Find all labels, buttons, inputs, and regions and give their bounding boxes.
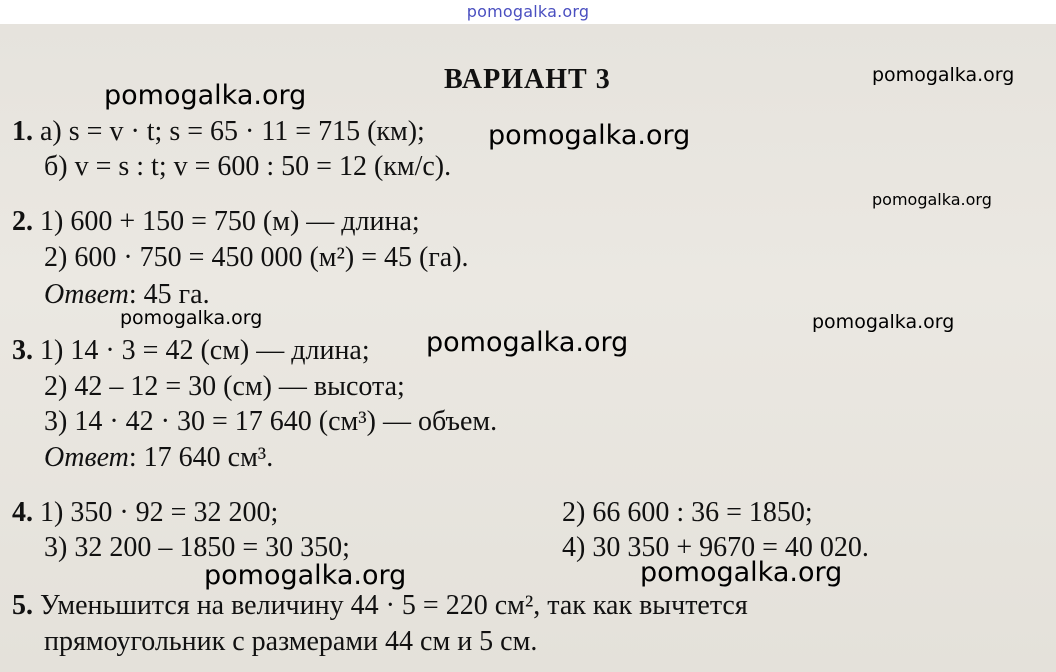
answer-label: Ответ <box>44 442 129 473</box>
problem-number: 5. <box>12 590 33 621</box>
problem-number: 3. <box>12 335 33 366</box>
problem-text: 4) 30 350 + 9670 = 40 020. <box>562 532 869 563</box>
problem-4-step-2 <box>562 497 813 529</box>
watermark: pomogalka.org <box>640 557 843 588</box>
answer-label: Ответ <box>44 279 129 310</box>
watermark: pomogalka.org <box>488 120 691 151</box>
problem-number: 4. <box>12 497 33 528</box>
problem-text: 1) 14 · 3 = 42 (см) — длина; <box>40 335 370 366</box>
watermark: pomogalka.org <box>812 311 955 333</box>
problem-text: 3) 14 · 42 · 30 = 17 640 (см³) — объем. <box>44 406 498 437</box>
watermark: pomogalka.org <box>872 64 1015 86</box>
problem-1-line-a <box>12 116 425 148</box>
problem-text: прямоугольник с размерами 44 см и 5 см. <box>44 626 538 657</box>
problem-4-step-1 <box>12 497 278 529</box>
watermark: pomogalka.org <box>120 307 263 329</box>
page-title: ВАРИАНТ 3 <box>444 64 611 95</box>
problem-text: 2) 600 · 750 = 450 000 (м²) = 45 (га). <box>44 242 469 273</box>
scanned-page <box>0 24 1056 672</box>
problem-3-step-1 <box>12 335 370 367</box>
top-watermark: pomogalka.org <box>466 2 590 21</box>
answer-value: : 45 га. <box>128 279 210 310</box>
problem-2-step-2 <box>44 242 469 274</box>
problem-text: 2) 66 600 : 36 = 1850; <box>562 497 813 528</box>
problem-number: 2. <box>12 206 33 237</box>
problem-1-line-b <box>44 151 451 183</box>
watermark: pomogalka.org <box>104 80 307 111</box>
problem-2-step-1 <box>12 206 420 238</box>
problem-3-step-3 <box>44 406 497 438</box>
problem-text: 1) 600 + 150 = 750 (м) — длина; <box>40 206 420 237</box>
problem-text: 3) 32 200 – 1850 = 30 350; <box>44 532 350 563</box>
watermark: pomogalka.org <box>872 190 992 209</box>
problem-text: а) s = v · t; s = 65 · 11 = 715 (км); <box>40 116 425 147</box>
problem-5-line-2 <box>44 626 537 658</box>
problem-text: 2) 42 – 12 = 30 (см) — высота; <box>44 371 405 402</box>
problem-3-answer <box>44 442 273 474</box>
watermark: pomogalka.org <box>204 560 407 591</box>
problem-text: б) v = s : t; v = 600 : 50 = 12 (км/с). <box>44 151 452 182</box>
watermark: pomogalka.org <box>426 327 629 358</box>
problem-text: 1) 350 · 92 = 32 200; <box>40 497 279 528</box>
problem-3-step-2 <box>44 371 405 403</box>
answer-value: : 17 640 см³. <box>128 442 274 473</box>
problem-5-line-1 <box>12 590 748 622</box>
problem-text: Уменьшится на величину 44 · 5 = 220 см², так как вычтется <box>40 590 748 621</box>
problem-number: 1. <box>12 116 33 147</box>
